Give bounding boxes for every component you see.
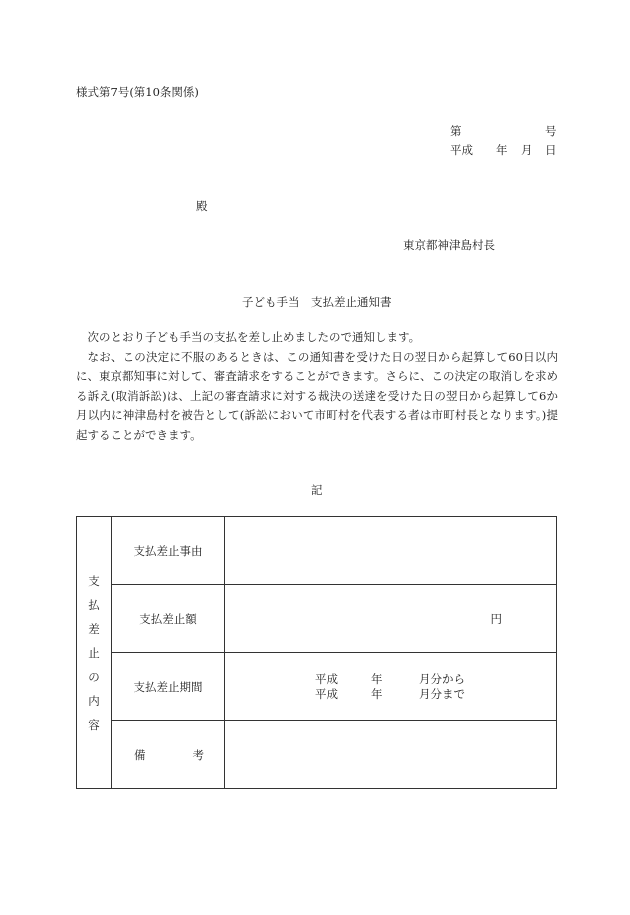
body-paragraph-1: 次のとおり子ども手当の支払を差し止めましたので通知します。	[87, 330, 421, 344]
record-heading: 記	[311, 483, 323, 497]
side-label-cell	[77, 517, 112, 789]
notice-body	[76, 328, 558, 445]
period-to	[315, 687, 515, 702]
amount-unit: 円	[490, 612, 502, 626]
period-label: 支払差止期間	[112, 653, 225, 721]
remarks-label-char: 備	[134, 747, 146, 762]
remarks-label-char: 考	[192, 747, 204, 762]
remarks-value-cell[interactable]	[225, 721, 557, 789]
addressee-honorific: 殿	[196, 199, 208, 213]
date-year-label: 年	[496, 143, 508, 157]
side-label-char: 払	[88, 597, 100, 612]
table-row-remarks	[77, 721, 557, 789]
amount-value-cell[interactable]	[225, 585, 557, 653]
table-row-reason	[77, 517, 557, 585]
side-label-char: 差	[88, 621, 100, 636]
body-paragraph-2: なお、この決定に不服のあるときは、この通知書を受けた日の翌日から起算して60日以内に、東京都知事に対して、審査請求をすることができます。さらに、この決定の取消しを求める訴え(取消訴訟)は、上記の審査請求に対する裁決の送達を受けた日の翌日から起算して6か月以内に神津島村を被告として(訴訟において市町村を代表する者は市町村長となります。)提起することができます。	[76, 349, 558, 442]
period-to-suffix: 月分まで	[419, 686, 465, 701]
period-from-suffix: 月分から	[419, 671, 465, 686]
period-range	[315, 672, 515, 702]
side-label-char: の	[88, 669, 100, 684]
suspension-details-table	[76, 516, 557, 789]
table-row-amount	[77, 585, 557, 653]
remarks-label	[112, 721, 225, 789]
date-era: 平成	[450, 143, 473, 157]
reason-label: 支払差止事由	[112, 517, 225, 585]
form-number: 様式第7号(第10条関係)	[76, 85, 199, 99]
side-label-char: 支	[88, 573, 100, 588]
period-to-year: 年	[371, 686, 383, 701]
period-to-era: 平成	[315, 686, 338, 701]
amount-label: 支払差止額	[112, 585, 225, 653]
table-row-period	[77, 653, 557, 721]
period-from-year: 年	[371, 671, 383, 686]
document-number-prefix: 第	[450, 124, 462, 138]
date-month-label: 月	[521, 143, 533, 157]
period-from	[315, 672, 515, 687]
sender-name: 東京都神津島村長	[403, 238, 495, 252]
document-number-suffix: 号	[545, 124, 557, 138]
period-from-era: 平成	[315, 671, 338, 686]
side-label-char: 容	[88, 717, 100, 732]
side-label-char: 止	[88, 645, 100, 660]
document-title: 子ども手当 支払差止通知書	[242, 295, 392, 309]
side-label-char: 内	[88, 693, 100, 708]
reason-value-cell[interactable]	[225, 517, 557, 585]
period-value-cell[interactable]	[225, 653, 557, 721]
date-day-label: 日	[545, 143, 557, 157]
